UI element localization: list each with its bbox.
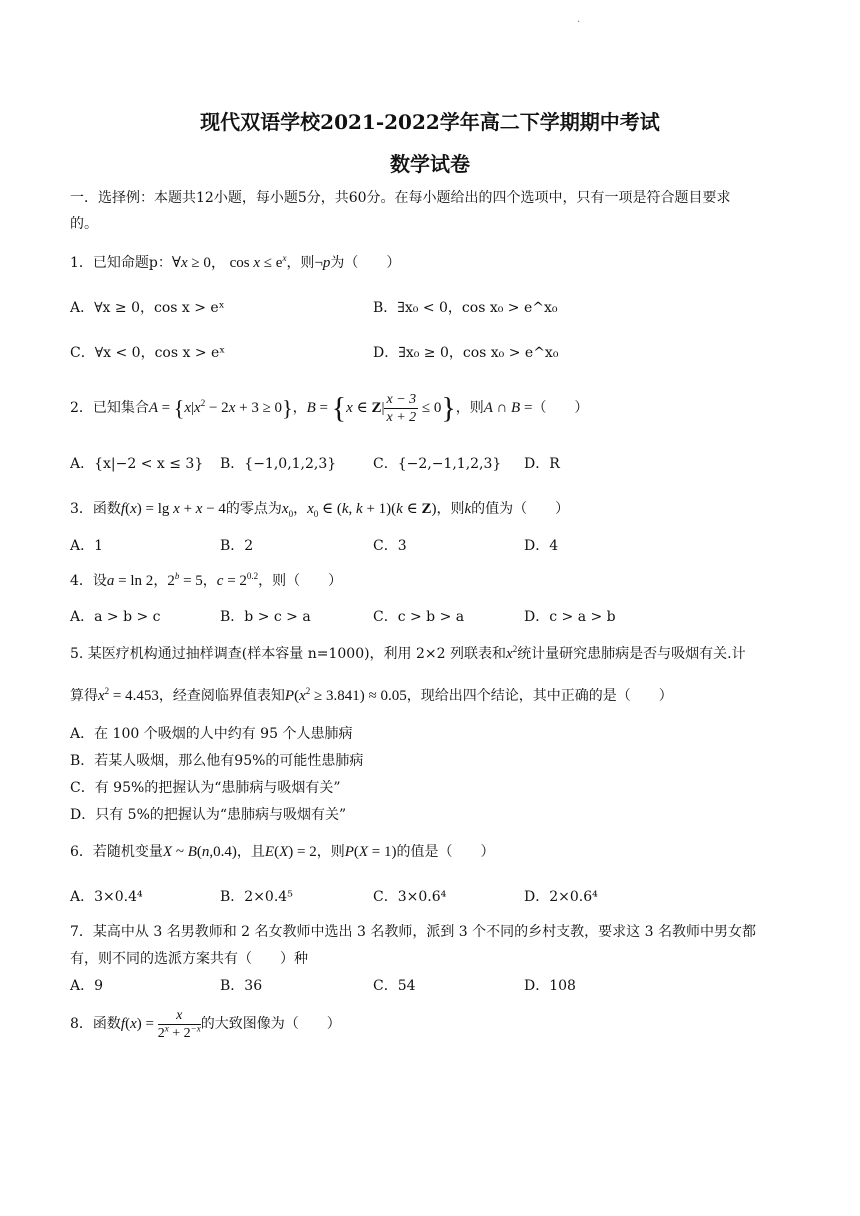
q3-option-a: A．1 <box>70 538 104 554</box>
q4-option-d: D．c > a > b <box>524 609 616 625</box>
question-7-line2: 有，则不同的选派方案共有（ ）种 <box>70 951 308 967</box>
question-6-stem: 6．若随机变量X ~ B(n,0.4)，且E(X) = 2，则P(X = 1)的值是（ ） <box>70 844 495 860</box>
q2-option-d: D．R <box>524 456 560 472</box>
q5-option-c: C．有 95%的把握认为“患肺病与吸烟有关” <box>70 780 341 796</box>
q1-option-d: D．∃x₀ ≥ 0，cos x₀ > e^x₀ <box>373 345 559 361</box>
section-instruction-line2: 的。 <box>70 216 98 232</box>
question-5-line1: 5. 某医疗机构通过抽样调查(样本容量 n=1000)，利用 2×2 列联表和$x^2$统计量研究患肺病是否与吸烟有关.计 <box>70 644 746 662</box>
question-8-stem: 8．函数f(x) = $\frac{x}{2^x + 2^{-x}}$ 的大致图像为（ ） <box>70 1008 341 1042</box>
q6-option-c: C．3×0.6⁴ <box>373 889 447 905</box>
q1-option-a: A．∀x ≥ 0，cos x > eˣ <box>70 300 225 316</box>
q3-option-b: B．2 <box>220 538 254 554</box>
q7-option-a: A．9 <box>70 978 104 994</box>
section-instruction-line1: 一．选择例：本题共12小题，每小题5分，共60分。在每小题给出的四个选项中，只有一项是符合题目要求 <box>70 190 731 206</box>
q1-option-c: C．∀x < 0，cos x > eˣ <box>70 345 226 361</box>
q1-option-b: B．∃x₀ < 0，cos x₀ > e^x₀ <box>373 300 558 316</box>
question-3-stem: 3．函数f(x) = lg x + x − 4的零点为$x_0$，$x_0$ ∈ (k, k + 1)(k ∈ Z)，则k的值为（ ） <box>70 501 570 519</box>
q5-option-d: D．只有 5%的把握认为“患肺病与吸烟有关” <box>70 807 347 823</box>
q6-option-b: B．2×0.4⁵ <box>220 889 293 905</box>
question-4-stem: 4．设a = ln 2，2$^b$ = 5，$c = 2^{0.2}$，则（ ） <box>70 571 343 589</box>
q5-option-b: B．若某人吸烟，那么他有95%的可能性患肺病 <box>70 753 364 769</box>
question-5-line2: 算得$x^2 = 4.453$，经查阅临界值表知$P(x^2 \ge 3.841) \approx 0.05$，现给出四个结论，其中正确的是（ ） <box>70 686 673 704</box>
q2-option-c: C．{−2,−1,1,2,3} <box>373 456 502 472</box>
q7-option-d: D．108 <box>524 978 576 994</box>
question-1-stem: 1．已知命题p：∀x ≥ 0， $\cos x \le e^x$，则¬p为（ ） <box>70 253 401 271</box>
q4-option-a: A．a > b > c <box>70 609 161 625</box>
q7-option-b: B．36 <box>220 978 263 994</box>
exam-subtitle: 数学试卷 <box>390 152 470 176</box>
q2-option-a: A．{x|−2 < x ≤ 3} <box>70 456 204 472</box>
q6-option-d: D．2×0.6⁴ <box>524 889 598 905</box>
q2-option-b: B．{−1,0,1,2,3} <box>220 456 337 472</box>
q3-option-d: D．4 <box>524 538 559 554</box>
exam-title: 现代双语学校2021-2022学年高二下学期期中考试 <box>200 110 660 134</box>
q5-option-a: A．在 100 个吸烟的人中约有 95 个人患肺病 <box>70 726 353 742</box>
q6-option-a: A．3×0.4⁴ <box>70 889 143 905</box>
q4-option-c: C．c > b > a <box>373 609 465 625</box>
q7-option-c: C．54 <box>373 978 416 994</box>
q3-option-c: C．3 <box>373 538 407 554</box>
question-7-line1: 7．某高中从 3 名男教师和 2 名女教师中选出 3 名教师，派到 3 个不同的乡村支教，要求这 3 名教师中男女都 <box>70 924 756 940</box>
q4-option-b: B．b > c > a <box>220 609 311 625</box>
question-2-stem: 2．已知集合$A = \{x|x^2 - 2x + 3 \ge 0\}$，B = {x ∈ Z| $\frac{x - 3}{x + 2}$ ≤ 0}，则A ∩ B =（ ） <box>70 391 589 426</box>
header-dot: . <box>577 14 581 25</box>
